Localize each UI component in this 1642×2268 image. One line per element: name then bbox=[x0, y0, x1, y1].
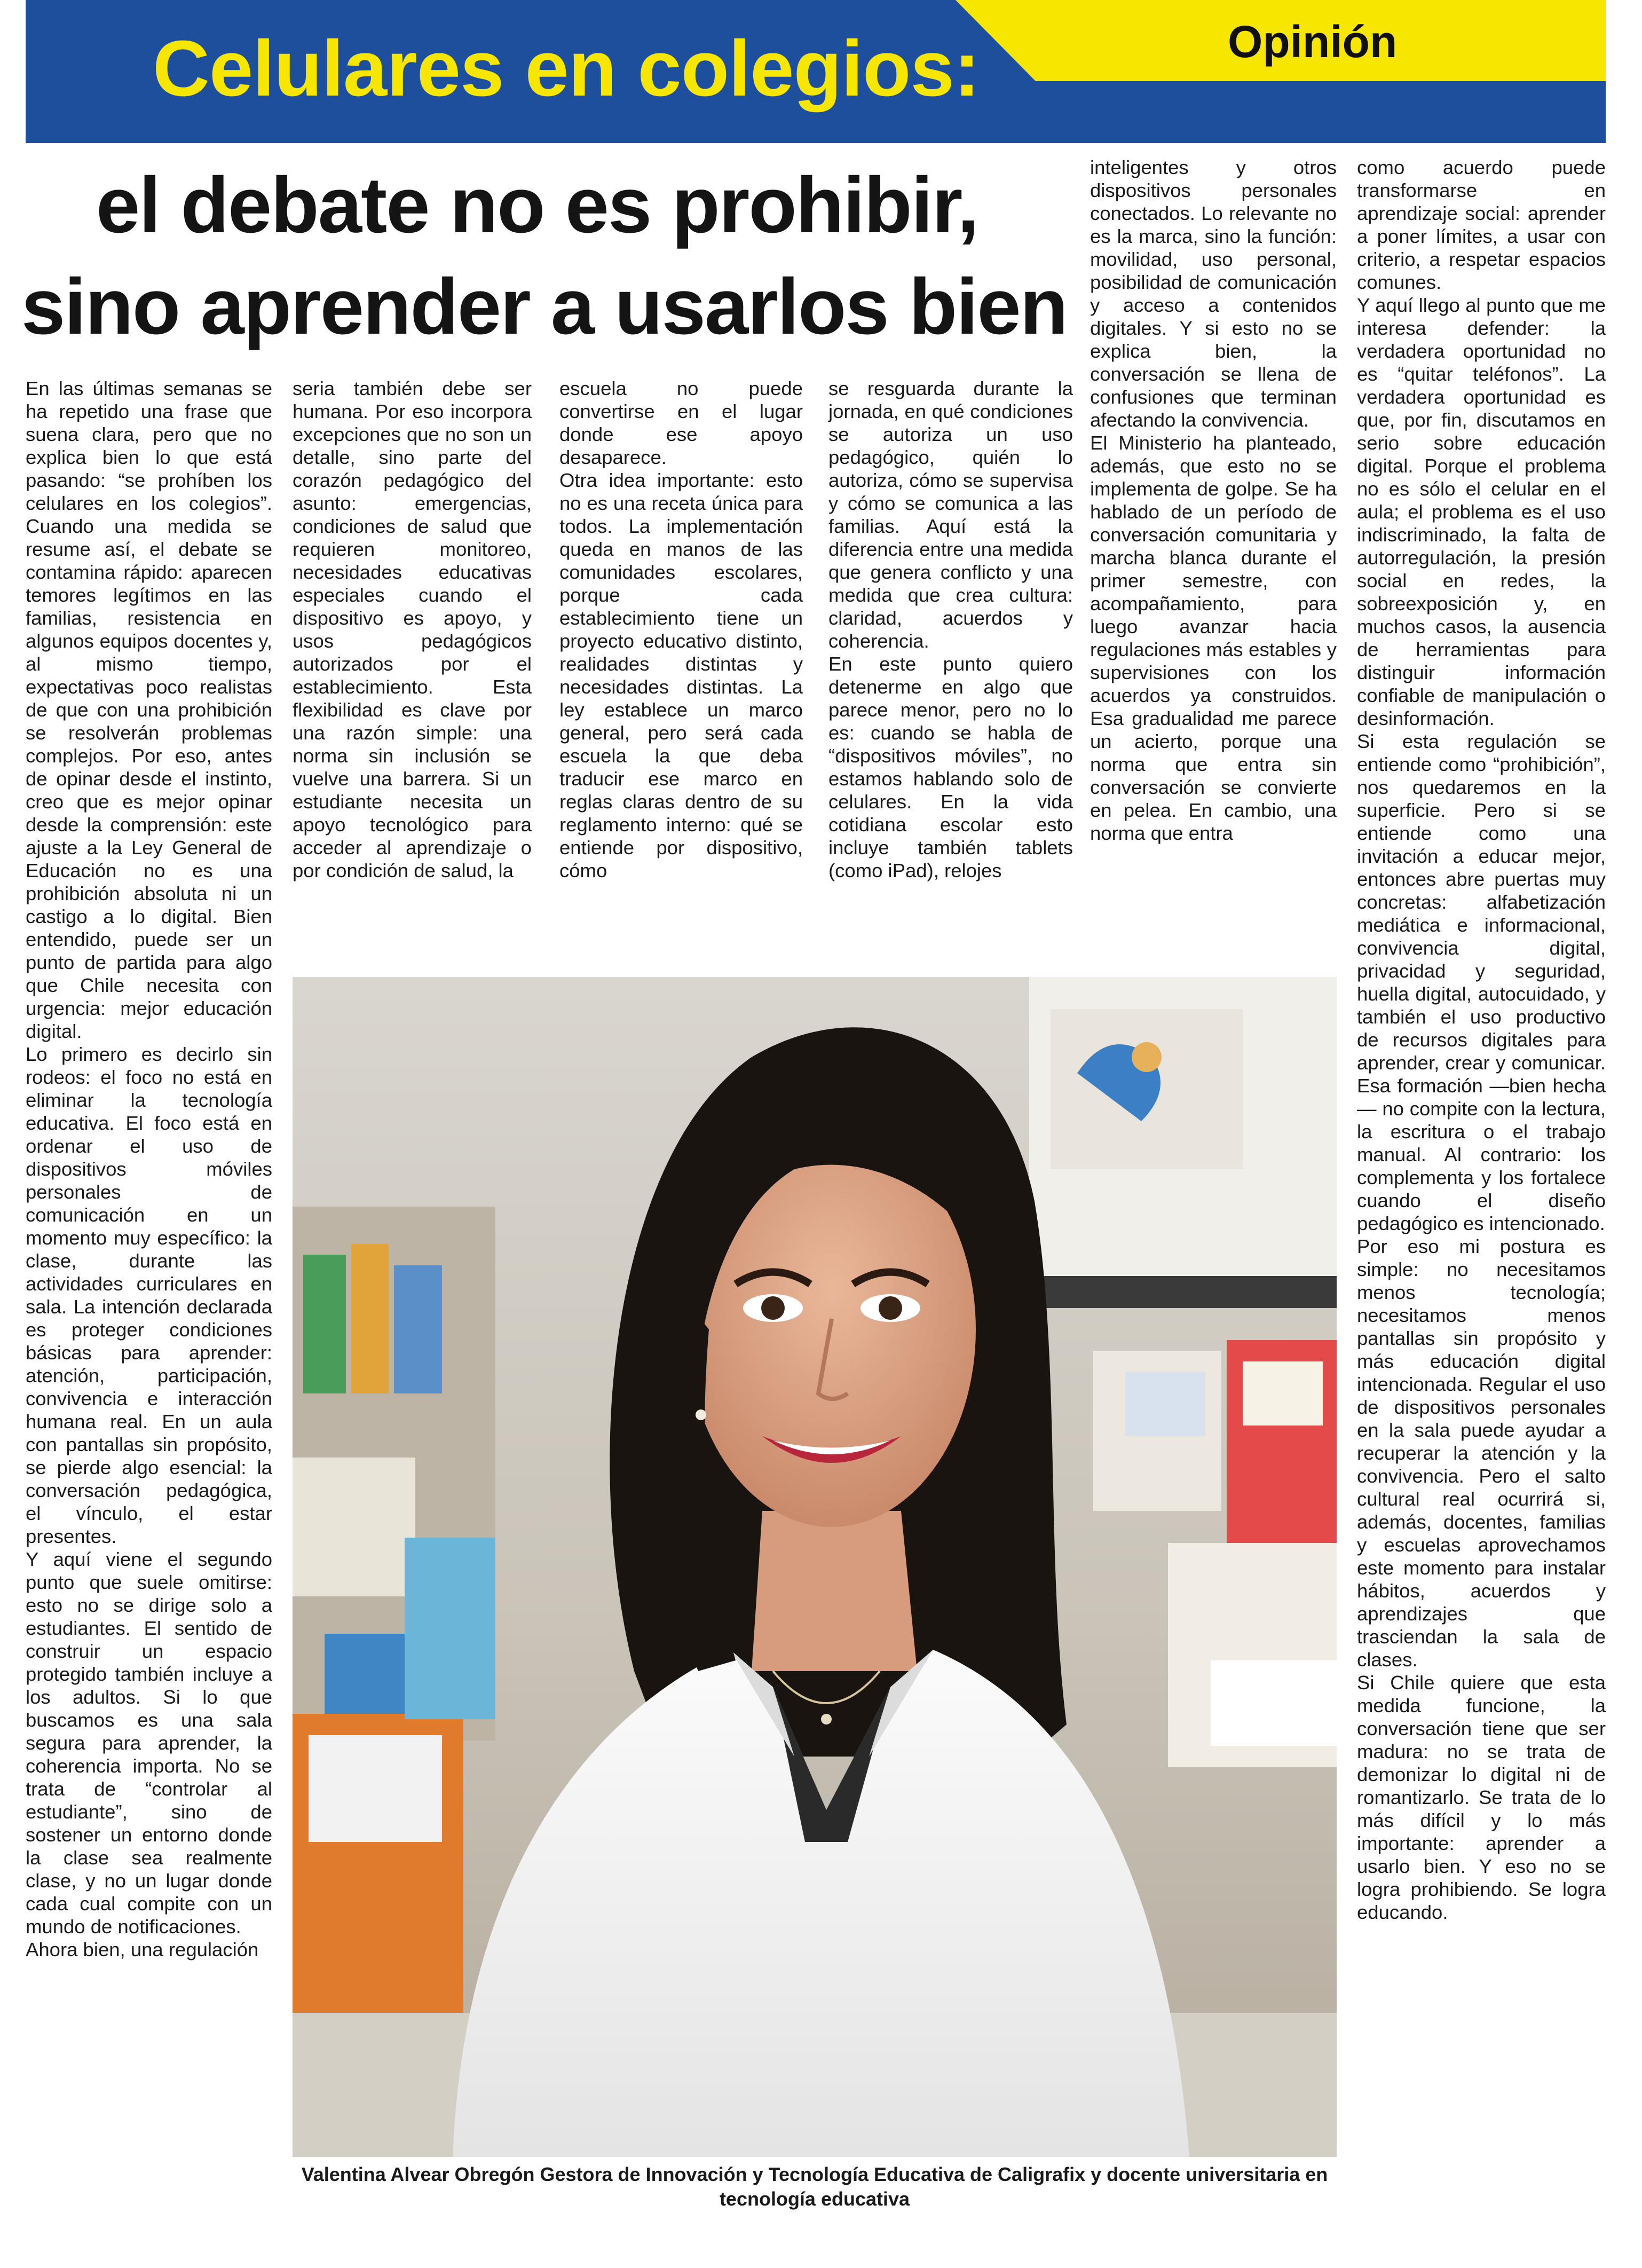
article-column-1 bbox=[26, 377, 272, 1961]
photo-caption: Valentina Alvear Obregón Gestora de Innovación y Tecnología Educativa de Caligrafix y docente universitaria en tecnología educativa bbox=[301, 2163, 1328, 2210]
paragraph: Y aquí viene el segundo punto que suele omitirse: esto no se dirige solo a estudiantes. El sentido de construir un espacio protegido también incluye a los adultos. Si lo que buscamos es una sala segura para aprender, la coherencia importa. No se trata de “controlar al estudiante”, sino de sostener un entorno donde la clase sea realmente clase, y no un lugar donde cada cual compite con un mundo de notificaciones. bbox=[26, 1548, 272, 1938]
paragraph: Si esta regulación se entiende como “prohibición”, nos quedaremos en la superficie. Pero si se entiende como una invitación a educar mejor, entonces abre puertas muy concretas: alfabetización mediática e informacional, convivencia digital, privacidad y seguridad, huella digital, autocuidado, y también el uso productivo de recursos digitales para aprender, crear y comunicar. Esa formación —bien hecha— no compite con la lectura, la escritura o el trabajo manual. Al contrario: los complementa y los fortalece cuando el diseño pedagógico es intencionado. bbox=[1357, 730, 1606, 1234]
paragraph: Ahora bien, una regulación bbox=[26, 1939, 259, 1960]
paragraph: Lo primero es decirlo sin rodeos: el foco no está en eliminar la tecnología educativa. El foco está en ordenar el uso de dispositivos móviles personales de comunicación en un momento muy específico: la clase, durante las actividades curriculares en sala. La intención declarada es proteger condiciones básicas para aprender: atención, participación, convivencia e interacción humana real. En un aula con pantallas sin propósito, se pierde algo esencial: la conversación pedagógica, el vínculo, el estar presentes. bbox=[26, 1043, 272, 1547]
portrait-illustration bbox=[293, 977, 1337, 2157]
paragraph: El Ministerio ha planteado, además, que esto no se implementa de golpe. Se ha hablado de un período de conversación comunitaria y marcha blanca durante el primer semestre, con acompañamiento, para luego avanzar hacia regulaciones más estables y supervisiones con los acuerdos ya construidos. Esa gradualidad me parece un acierto, porque una norma que entra sin conversación se convierte en pelea. En cambio, una norma que entra bbox=[1090, 432, 1337, 844]
article-column-5 bbox=[1090, 156, 1337, 845]
article-column-2 bbox=[293, 377, 532, 882]
author-photo bbox=[293, 977, 1337, 2157]
article-column-4 bbox=[828, 377, 1073, 882]
paragraph: se resguarda durante la jornada, en qué condiciones se autoriza un uso pedagógico, quién lo autoriza, cómo se supervisa y cómo se comunica a las familias. Aquí está la diferencia entre una medida que genera conflicto y una medida que crea cultura: claridad, acuerdos y coherencia. bbox=[828, 377, 1073, 652]
paragraph: escuela no puede convertirse en el lugar donde ese apoyo desaparece. bbox=[559, 377, 803, 468]
paragraph: Por eso mi postura es simple: no necesitamos menos tecnología; necesitamos menos pantallas sin propósito y más educación digital intencionada. Regular el uso de dispositivos personales en la sala puede ayudar a recuperar la atención y la convivencia. Pero el salto cultural real ocurrirá si, además, docentes, familias y escuelas aprovechamos este momento para instalar hábitos, acuerdos y aprendizajes que trasciendan la sala de clases. bbox=[1357, 1235, 1606, 1671]
paragraph: Otra idea importante: esto no es una receta única para todos. La implementación queda en manos de las comunidades escolares, porque cada establecimiento tiene un proyecto educativo distinto, realidades distintas y necesidades distintas. La ley establece un marco general, pero será cada escuela la que deba traducir ese marco en reglas claras dentro de su reglamento interno: qué se entiende por dispositivo, cómo bbox=[559, 469, 803, 881]
section-label: Opinión bbox=[1228, 17, 1398, 67]
article-column-3 bbox=[559, 377, 803, 882]
headline-line-2: sino aprender a usarlos bien bbox=[21, 263, 1068, 351]
headline-line-1: el debate no es prohibir, bbox=[96, 161, 978, 249]
paragraph: En este punto quiero detenerme en algo que parece menor, pero no lo es: cuando se habla de “dispositivos móviles”, no estamos hablando solo de celulares. En la vida cotidiana escolar esto incluye también tablets (como iPad), relojes bbox=[828, 653, 1073, 881]
article-column-6 bbox=[1357, 156, 1606, 1924]
paragraph: como acuerdo puede transformarse en aprendizaje social: aprender a poner límites, a usar con criterio, a respetar espacios comunes. bbox=[1357, 156, 1606, 293]
paragraph: seria también debe ser humana. Por eso incorpora excepciones que no son un detalle, sino parte del corazón pedagógico del asunto: emergencias, condiciones de salud que requieren monitoreo, necesidades educativas especiales cuando el dispositivo es apoyo, y usos pedagógicos autorizados por el establecimiento. Esta flexibilidad es clave por una razón simple: una norma sin inclusión se vuelve una barrera. Si un estudiante necesita un apoyo tecnológico para acceder al aprendizaje o por condición de salud, la bbox=[293, 377, 532, 881]
headline bbox=[21, 155, 1068, 358]
paragraph: Si Chile quiere que esta medida funcione, la conversación tiene que ser madura: no se trata de demonizar lo digital ni de romantizarlo. Se trata de lo más difícil y lo más importante: aprender a usarlo bien. Y eso no se logra prohibiendo. Se logra educando. bbox=[1357, 1672, 1606, 1923]
paragraph: En las últimas semanas se ha repetido una frase que suena clara, pero que no explica bien lo que está pasando: “se prohíben los celulares en los colegios”. Cuando una medida se resume así, el debate se contamina rápido: aparecen temores legítimos en las familias, resistencia en algunos equipos docentes y, al mismo tiempo, expectativas poco realistas de que con una prohibición se resolverán problemas complejos. Por eso, antes de opinar desde el instinto, creo que es mejor opinar desde la comprensión: este ajuste a la Ley General de Educación no es una prohibición absoluta ni un castigo a lo digital. Bien entendido, puede ser un punto de partida para algo que Chile necesita con urgencia: mejor educación digital. bbox=[26, 377, 272, 1042]
paragraph: inteligentes y otros dispositivos personales conectados. Lo relevante no es la marca, sino la función: movilidad, uso personal, posibilidad de comunicación y acceso a contenidos digitales. Y si esto no se explica bien, la conversación se llena de confusiones que terminan afectando la convivencia. bbox=[1090, 156, 1337, 431]
kicker-title: Celulares en colegios: bbox=[153, 25, 980, 113]
paragraph: Y aquí llego al punto que me interesa defender: la verdadera oportunidad no es “quitar teléfonos”. La verdadera oportunidad es que, por fin, discutamos en serio sobre educación digital. Porque el problema no es sólo el celular en el aula; el problema es el uso indiscriminado, la falta de autorregulación, la presión social en redes, la sobreexposición y, en muchos casos, la ausencia de herramientas para distinguir información confiable de manipulación o desinformación. bbox=[1357, 294, 1606, 729]
